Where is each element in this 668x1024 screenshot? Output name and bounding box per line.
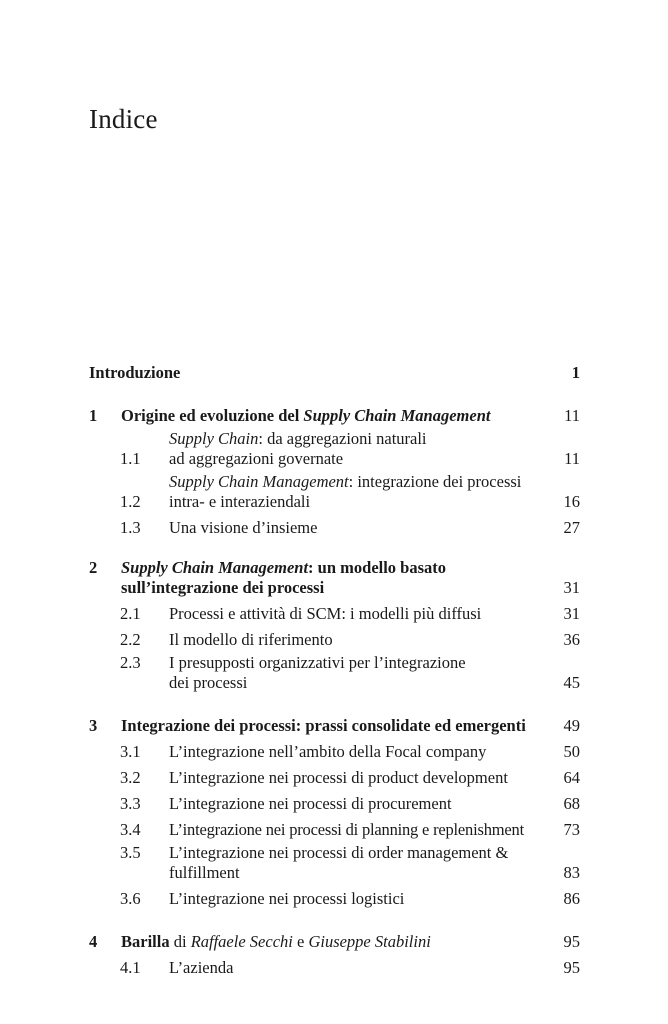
toc-section-1-3[interactable]	[89, 515, 580, 538]
chapter-title: Supply Chain Management: un modello basato sull’integrazione dei processi	[121, 558, 447, 597]
section-title: L’integrazione nei processi di order management & fulfillment	[169, 843, 509, 882]
section-number: 3.4	[120, 820, 141, 839]
chapter-number: 4	[89, 932, 98, 951]
section-number: 3.2	[120, 768, 141, 787]
toc-page: 68	[563, 794, 580, 813]
toc-section-2-1[interactable]	[89, 601, 580, 624]
toc-page: 73	[563, 820, 580, 839]
toc-page: 11	[564, 406, 580, 425]
toc-page: 11	[564, 449, 580, 468]
section-title: L’integrazione nell’ambito della Focal company	[169, 742, 487, 761]
section-title: Supply Chain Management: integrazione dei processi intra- e interaziendali	[169, 472, 522, 511]
section-title: Supply Chain: da aggregazioni naturali ad aggregazioni governate	[169, 429, 427, 468]
toc-section-3-1[interactable]	[89, 739, 580, 762]
toc-page: 45	[563, 673, 580, 692]
toc-chapter-1[interactable]	[89, 403, 580, 426]
chapter-number: 1	[89, 406, 98, 425]
section-number: 1.1	[120, 449, 141, 468]
section-title: L’integrazione nei processi di product development	[169, 768, 508, 787]
section-number: 4.1	[120, 958, 141, 977]
toc-section-2-2[interactable]	[89, 627, 580, 650]
toc-chapter-2[interactable]	[89, 558, 580, 598]
section-title: L’integrazione nei processi di procurement	[169, 794, 452, 813]
toc-page: 50	[563, 742, 580, 761]
chapter-number: 2	[89, 558, 98, 577]
toc-page: 31	[563, 604, 580, 623]
section-number: 3.3	[120, 794, 141, 813]
toc-section-4-1[interactable]	[89, 955, 580, 978]
table-of-contents	[89, 360, 580, 978]
section-number: 1.2	[120, 492, 141, 511]
chapter-title: Barilla di Raffaele Secchi e Giuseppe Stabilini	[121, 932, 431, 951]
chapter-title: Integrazione dei processi: prassi consolidate ed emergenti	[121, 716, 526, 735]
toc-page: 86	[563, 889, 580, 908]
section-number: 3.1	[120, 742, 141, 761]
section-number: 2.1	[120, 604, 141, 623]
section-number: 3.6	[120, 889, 141, 908]
section-title: Una visione d’insieme	[169, 518, 318, 537]
section-number: 2.2	[120, 630, 141, 649]
toc-section-3-4[interactable]	[89, 817, 580, 840]
toc-page: 27	[563, 518, 580, 537]
toc-entry-intro[interactable]	[89, 360, 580, 383]
section-title: I presupposti organizzativi per l’integrazione dei processi	[169, 653, 466, 692]
toc-section-3-2[interactable]	[89, 765, 580, 788]
toc-chapter-4[interactable]	[89, 929, 580, 952]
toc-section-3-3[interactable]	[89, 791, 580, 814]
toc-section-1-2[interactable]	[89, 472, 580, 512]
toc-page: 95	[563, 958, 580, 977]
toc-page: 64	[563, 768, 580, 787]
section-title: Il modello di riferimento	[169, 630, 333, 649]
chapter-title: Origine ed evoluzione del Supply Chain Management	[121, 406, 491, 425]
toc-section-2-3[interactable]	[89, 653, 580, 693]
section-title: L’integrazione nei processi logistici	[169, 889, 405, 908]
toc-page: 36	[563, 630, 580, 649]
toc-section-3-6[interactable]	[89, 886, 580, 909]
section-number: 3.5	[120, 843, 141, 862]
toc-page: 49	[563, 716, 580, 735]
section-number: 2.3	[120, 653, 141, 672]
toc-section-3-5[interactable]	[89, 843, 580, 883]
toc-section-1-1[interactable]	[89, 429, 580, 469]
toc-chapter-3[interactable]	[89, 713, 580, 736]
page-title: Indice	[89, 104, 158, 134]
toc-page: 31	[563, 578, 580, 597]
section-title: L’integrazione nei processi di planning e replenishment	[169, 820, 524, 839]
toc-page: 16	[563, 492, 580, 511]
toc-page: 83	[563, 863, 580, 882]
toc-page: 95	[563, 932, 580, 951]
section-title: Processi e attività di SCM: i modelli più diffusi	[169, 604, 482, 623]
chapter-number: 3	[89, 716, 98, 735]
section-title: L’azienda	[169, 958, 234, 977]
toc-title: Introduzione	[89, 363, 181, 382]
section-number: 1.3	[120, 518, 141, 537]
toc-page: 1	[571, 363, 580, 382]
